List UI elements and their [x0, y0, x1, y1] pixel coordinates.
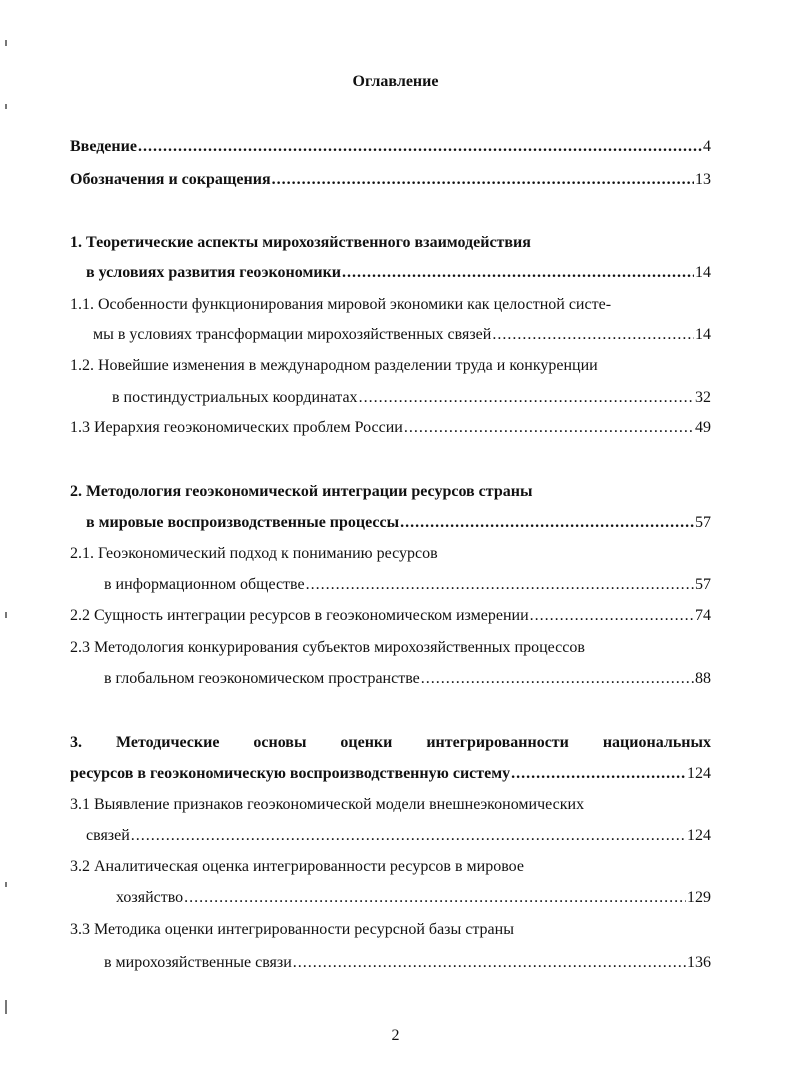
leader-dots [511, 764, 686, 784]
leader-dots [138, 137, 702, 157]
toc-section-2-3-line1: 2.3 Методология конкурирования субъектов мирохозяйственных процессов [70, 639, 585, 656]
toc-entry-text: в глобальном геоэкономическом пространстве [104, 670, 420, 687]
toc-entry-abbreviations [70, 170, 711, 190]
leader-dots [421, 669, 694, 689]
leader-dots [184, 888, 686, 908]
toc-section-2-1-line1: 2.1. Геоэкономический подход к пониманию ресурсов [70, 545, 438, 562]
page-number: 2 [391, 1027, 400, 1044]
toc-section-3-2 [116, 888, 711, 908]
leader-dots [400, 513, 694, 533]
toc-chapter-1-line1: 1. Теоретические аспекты мирохозяйственного взаимодействия [70, 234, 531, 251]
toc-page-number: 57 [695, 514, 711, 531]
toc-section-3-3 [104, 953, 711, 973]
toc-chapter-3-line1: 3. Методические основы оценки интегрированности национальных [70, 734, 711, 751]
page-title: Оглавление [352, 73, 439, 90]
leader-dots [530, 606, 694, 626]
scan-mark [5, 104, 7, 109]
toc-page-number: 32 [695, 389, 711, 406]
leader-dots [131, 826, 686, 846]
toc-section-2-1 [104, 575, 711, 595]
toc-entry-text: Обозначения и сокращения [70, 171, 271, 188]
toc-entry-text: связей [86, 827, 130, 844]
toc-chapter-1 [86, 263, 711, 283]
toc-page-number: 74 [695, 607, 711, 624]
leader-dots [359, 388, 694, 408]
toc-entry-text: Введение [70, 138, 137, 155]
toc-section-1-3 [70, 418, 711, 438]
toc-entry-text: 2.2 Сущность интеграции ресурсов в геоэкономическом измерении [70, 607, 529, 624]
toc-page-number: 57 [695, 576, 711, 593]
toc-entry-text: в постиндустриальных координатах [112, 389, 358, 406]
toc-section-3-1-line1: 3.1 Выявление признаков геоэкономической модели внешнеэкономических [70, 796, 585, 813]
toc-page-number: 88 [695, 670, 711, 687]
toc-page-number: 124 [687, 765, 711, 782]
toc-entry-text: ресурсов в геоэкономическую воспроизводственную систему [70, 765, 511, 782]
toc-section-2-2 [70, 606, 711, 626]
toc-section-3-1 [86, 826, 711, 846]
toc-section-1-2 [112, 388, 711, 408]
toc-page-number: 129 [687, 889, 711, 906]
leader-dots [272, 170, 694, 190]
toc-entry-intro [70, 137, 711, 157]
toc-page-number: 124 [687, 827, 711, 844]
toc-section-3-3-line1: 3.3 Методика оценки интегрированности ресурсной базы страны [70, 921, 514, 938]
leader-dots [293, 953, 686, 973]
scan-mark [5, 40, 7, 46]
toc-entry-text: в мирохозяйственные связи [104, 954, 292, 971]
toc-section-2-3 [104, 669, 711, 689]
leader-dots [342, 263, 694, 283]
toc-entry-text: в информационном обществе [104, 576, 305, 593]
toc-section-1-1 [93, 325, 711, 345]
leader-dots [306, 575, 694, 595]
scan-mark [5, 612, 7, 618]
toc-entry-text: в условиях развития геоэкономики [86, 264, 342, 281]
toc-section-3-2-line1: 3.2 Аналитическая оценка интегрированности ресурсов в мировое [70, 858, 524, 875]
scan-mark [5, 882, 7, 887]
toc-page-number: 14 [695, 264, 711, 281]
toc-entry-text: хозяйство [116, 889, 184, 906]
scan-mark [5, 1000, 7, 1014]
toc-section-1-1-line1: 1.1. Особенности функционирования мировой экономики как целостной систе- [70, 296, 612, 313]
toc-section-1-2-line1: 1.2. Новейшие изменения в международном разделении труда и конкуренции [70, 357, 598, 374]
toc-page-number: 4 [703, 138, 711, 155]
leader-dots [492, 325, 694, 345]
toc-page-number: 14 [695, 326, 711, 343]
toc-chapter-2 [86, 513, 711, 533]
toc-page-number: 49 [695, 419, 711, 436]
toc-chapter-3 [70, 764, 711, 784]
leader-dots [404, 418, 694, 438]
toc-chapter-2-line1: 2. Методология геоэкономической интеграции ресурсов страны [70, 483, 533, 500]
toc-page-number: 13 [695, 171, 711, 188]
toc-entry-text: в мировые воспроизводственные процессы [86, 514, 400, 531]
toc-entry-text: 1.3 Иерархия геоэкономических проблем России [70, 419, 403, 436]
toc-page-number: 136 [687, 954, 711, 971]
toc-entry-text: мы в условиях трансформации мирохозяйственных связей [93, 326, 492, 343]
